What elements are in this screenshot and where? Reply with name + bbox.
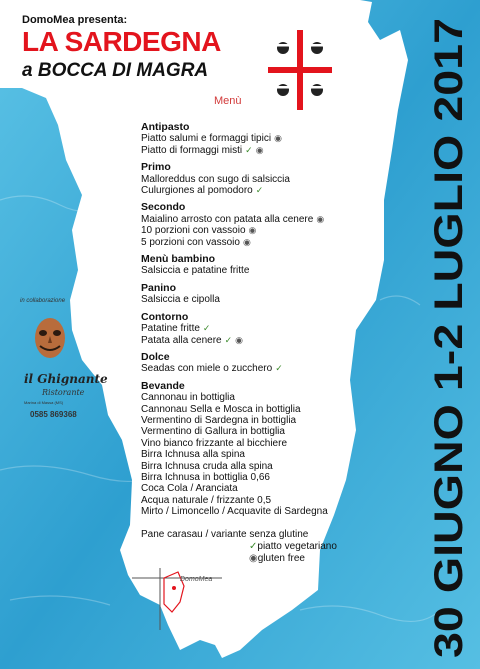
menu-item-label: Vermentino di Gallura in bottiglia [141, 426, 285, 438]
section-title: Secondo [141, 201, 186, 214]
menu-item [141, 237, 386, 248]
menu-item [141, 145, 386, 156]
menu-item-label: Birra Ichnusa alla spina [141, 449, 245, 461]
menu-item [141, 265, 386, 276]
menu-item [141, 506, 386, 517]
event-title: LA SARDEGNA [22, 26, 221, 57]
menu-item [141, 133, 386, 144]
legend [141, 529, 337, 565]
menu-item-label: Culurgiones al pomodoro [141, 185, 253, 197]
event-subtitle: a BOCCA DI MAGRA [22, 60, 209, 81]
section-title: Primo [141, 161, 171, 174]
section-title: Dolce [141, 350, 170, 363]
menu-item-label: Salsiccia e patatine fritte [141, 265, 250, 277]
menu-item [141, 392, 386, 403]
menu-item-label: 10 porzioni con vassoio [141, 225, 246, 237]
menu-item [141, 461, 386, 472]
collaboration-note: in collaborazione [20, 298, 66, 304]
menu-item [141, 363, 386, 374]
gluten-free-icon: ◉ [249, 553, 258, 564]
menu-item-label: Malloreddus con sugo di salsiccia [141, 173, 290, 185]
menu-section [141, 202, 386, 248]
partner-name: il Ghignante [24, 372, 108, 386]
partner-phone: 0585 869368 [30, 410, 77, 419]
vertical-date-text: 30 GIUGNO 1-2 LUGLIO 2017 [427, 108, 471, 658]
section-title: Bevande [141, 379, 185, 392]
menu-list [141, 122, 386, 518]
domomea-logo-text: DomoMea [180, 576, 213, 583]
leaf-icon: ✓ [202, 323, 211, 334]
menu-item [141, 495, 386, 506]
leaf-icon: ✓ [224, 334, 233, 345]
menu-item [141, 415, 386, 426]
menu-item-label: Cannonau Sella e Mosca in bottiglia [141, 403, 301, 415]
four-moors-flag [268, 30, 332, 110]
gluten-free-icon: ◉ [255, 144, 264, 155]
gluten-free-icon: ◉ [242, 236, 251, 247]
menu-item-label: Patatine fritte [141, 323, 200, 335]
menu-item [141, 483, 386, 494]
legend-veg: ✓piatto vegetariano [249, 541, 337, 552]
menu-item-label: Patata alla cenere [141, 334, 222, 346]
menu-item-label: Vermentino di Sardegna in bottiglia [141, 414, 297, 426]
gluten-free-icon: ◉ [274, 133, 282, 144]
legend-gf: ◉gluten free [249, 553, 305, 564]
menu-item [141, 426, 386, 437]
section-title: Contorno [141, 310, 189, 323]
menu-item-label: Seadas con miele o zucchero [141, 363, 273, 375]
menu-item-label: Cannonau in bottiglia [141, 392, 235, 404]
menu-item [141, 449, 386, 460]
footer-note: Pane carasau / variante senza glutine [141, 529, 309, 540]
gluten-free-icon: ◉ [316, 213, 325, 224]
menu-item [141, 323, 386, 334]
menu-item [141, 404, 386, 415]
leaf-icon: ✓ [245, 144, 253, 155]
menu-item [141, 294, 386, 305]
presenta-label: DomoMea presenta: [22, 14, 128, 26]
menu-item-label: Mirto / Limoncello / Acquavite di Sardegna [141, 506, 328, 518]
menu-item [141, 214, 386, 225]
menu-item-label: Piatto salumi e formaggi tipici [141, 133, 272, 145]
menu-item [141, 185, 386, 196]
section-title: Panino [141, 281, 177, 294]
leaf-icon: ✓ [275, 363, 283, 374]
menu-item-label: Birra Ichnusa cruda alla spina [141, 460, 273, 472]
menu-section [141, 312, 386, 346]
menu-section [141, 381, 386, 518]
menu-item [141, 472, 386, 483]
menu-label: Menù [214, 95, 242, 107]
gluten-free-icon: ◉ [235, 334, 244, 345]
vertical-date-banner [420, 8, 472, 663]
ghignante-mask [35, 318, 65, 358]
menu-section [141, 352, 386, 375]
menu-item-label: Salsiccia e cipolla [141, 294, 220, 306]
menu-item-label: 5 porzioni con vassoio [141, 236, 240, 248]
menu-section [141, 283, 386, 306]
menu-section [141, 254, 386, 277]
menu-item-label: Vino bianco frizzante al bicchiere [141, 437, 288, 449]
menu-item [141, 438, 386, 449]
menu-item-label: Acqua naturale / frizzante 0,5 [141, 494, 272, 506]
menu-item-label: Coca Cola / Aranciata [141, 483, 238, 495]
menu-item [141, 174, 386, 185]
menu-item-label: Maialino arrosto con patata alla cenere [141, 213, 314, 225]
menu-item-label: Birra Ichnusa in bottiglia 0,66 [141, 471, 270, 483]
leaf-icon: ✓ [249, 541, 258, 552]
menu-item [141, 225, 386, 236]
section-title: Menù bambino [141, 253, 216, 266]
gluten-free-icon: ◉ [248, 225, 257, 236]
section-title: Antipasto [141, 121, 190, 133]
menu-section [141, 122, 386, 156]
partner-subname: Ristorante [42, 388, 85, 397]
leaf-icon: ✓ [255, 185, 264, 196]
menu-section [141, 162, 386, 196]
menu-item [141, 335, 386, 346]
partner-address: Marina di Massa (MS) [24, 400, 64, 405]
menu-item-label: Piatto di formaggi misti [141, 144, 243, 156]
